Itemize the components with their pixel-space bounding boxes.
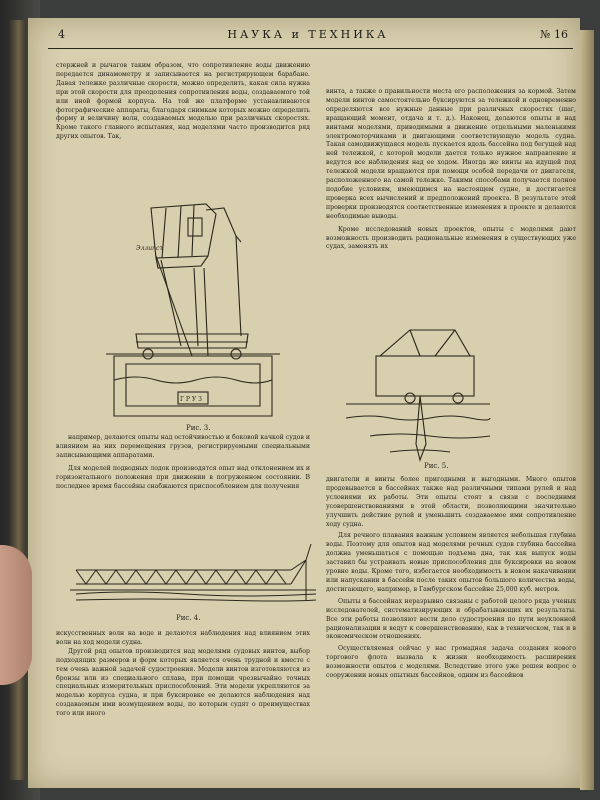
figure-5-caption: Рис. 5. <box>424 462 449 470</box>
figure-4-caption: Рис. 4. <box>176 614 201 622</box>
figure-5-illustration <box>340 326 500 476</box>
paragraph: искусственных волн на воде и делаются наблюдения над влиянием этих волн на ход модели судна. <box>56 630 310 646</box>
journal-title: НАУКА и ТЕХНИКА <box>227 28 389 41</box>
issue-number: № 16 <box>540 28 568 41</box>
right-column-block-1 <box>326 88 576 328</box>
paragraph: Осуществляемая сейчас у нас громадная задача создания нового торгового флота вызвала к жизни необходимость расширения возможности опытов с моделями. Вследствие этого уже решен вопрос о сооружении новых опытных бассейнов, одним из бассейнов <box>326 645 576 680</box>
paragraph: Для моделей подводных лодок производятся опыт над отклонением их и горизонтального положения при движении в погруженном состоянии. В последнее время бассейны снабжаются приспособлением для получения <box>56 464 310 490</box>
paragraph: Для речного плавания важным условием является небольшая глубина воды. Поэтому для опытов над моделями речных судов глубина бассейна должна уменьшаться с помощью подъема дна, так как выпуск воды заставил бы устраивать новые приспособления для буксировки на новом уровне воды. Кроме того, избегается необходимость в новом накачивании или напускании в бассейн после таких опытов большого количества воды, достигающего, например, в Гамбургском бассейне 25,000 куб. метров. <box>326 532 576 593</box>
page-number: 4 <box>58 28 65 41</box>
paragraph: Другой ряд опытов производится над моделями судовых винтов, выбор подходящих размеров и форм которых является очень трудной и вместе с тем очень важной задачей судостроения. Модели винтов изготовляются из бронзы или из специального сплава, при помощи чрезвычайно точных специальных измерительных приспособлений. Эти модели укрепляются за моделью корпуса судна, и при буксировке ее делаются наблюдения над создаваемым ими возмущением воды, по которым судят о преимуществах того или иного <box>56 647 310 718</box>
paragraph: например, делаются опыты над остойчивостью и боковой качкой судов и влиянием на них перемещения грузов, регистрируемыми специальными записывающими аппаратами. <box>56 434 310 459</box>
paragraph: винта, а также о правильности места его расположения за кормой. Затем модели винтов самостоятельно буксируются за тележкой и одновременно определяются все нужные данные при различных скоростях (шаг, вращающий момент, отдача и т. д.). Наконец, делаются опыты и над винтами моделями, приводимыми в движение отдельными маленькими электромоторчиками и двигающими соответствующую модель судна. Такая самодвижущаяся модель пускается вдоль бассейна под бегущей над ней тележкой, с которой модели дается только нужное направление и ведутся все наблюдения над ее ходом. Иногда же винты на идущей под тележкой модели вращаются при помощи особой передачи от двигателя, расположенного на самой тележке. Такими способами получается полное подобие условиям, имеющимся на настоящем судне, и достигается проверка всех вычислений и предположений проекта. В результате этой проверки производятся соответственные изменения в проекте и делаются необходимые выводы. <box>326 88 576 220</box>
figure-3-label: Эллипсъ <box>136 245 164 252</box>
left-column-block-3 <box>56 630 310 790</box>
figure-4-illustration <box>66 540 326 620</box>
page-header <box>48 28 568 46</box>
figure-3-illustration <box>96 196 292 428</box>
right-column-block-2 <box>326 476 576 792</box>
svg-text:Г Р У З: Г Р У З <box>180 396 202 403</box>
paragraph: двигатели и винты более пригодными и выгодными. Много опытов продевывается в бассейнах также над различными типами рулей и над условиями их работы. Эти опыты стоят в связи с последними усовершенствованиями в этой области, позволяющими значительно улучшить действие рулей и уменьшить создаваемое ими сопротивление ходу судна. <box>326 476 576 528</box>
paragraph: стержней и рычагов таким образом, что сопротивление воды движению передается динамометру и записывается на регистрирующем барабане. Давая тележке различные скорости, можно определить, какая сила нужна при этой скорости для преодоления сопротивления воды, создаваемого той или иной формой корпуса. На той же платформе устанавливаются фотографические аппараты, благодаря снимкам которых можно определить форму и величину волн, создаваемых моделью при различных скоростях. Кроме такого главного испытания, над моделями часто производится ряд других опытов. Так, <box>56 62 310 141</box>
paragraph: Опыты в бассейнах неразрывно связаны с работой целого ряда ученых исследователей, систематизирующих и обрабатывающих их результаты. Все эти работы позволяют вести дело судостроения по пути неуклонной рационализации и ведут к совершенствованию, как в техническом, так и в экономическом отношениях. <box>326 597 576 641</box>
left-column-block-1 <box>56 62 310 186</box>
header-rule <box>48 48 573 49</box>
paragraph: Кроме исследований новых проектов, опыты с моделями дают возможность производить рациональные изменения в существующих уже судах, заменять их <box>326 225 576 251</box>
page-edge <box>580 30 594 790</box>
thumb <box>0 545 32 685</box>
figure-3-caption: Рис. 3. <box>186 424 211 432</box>
